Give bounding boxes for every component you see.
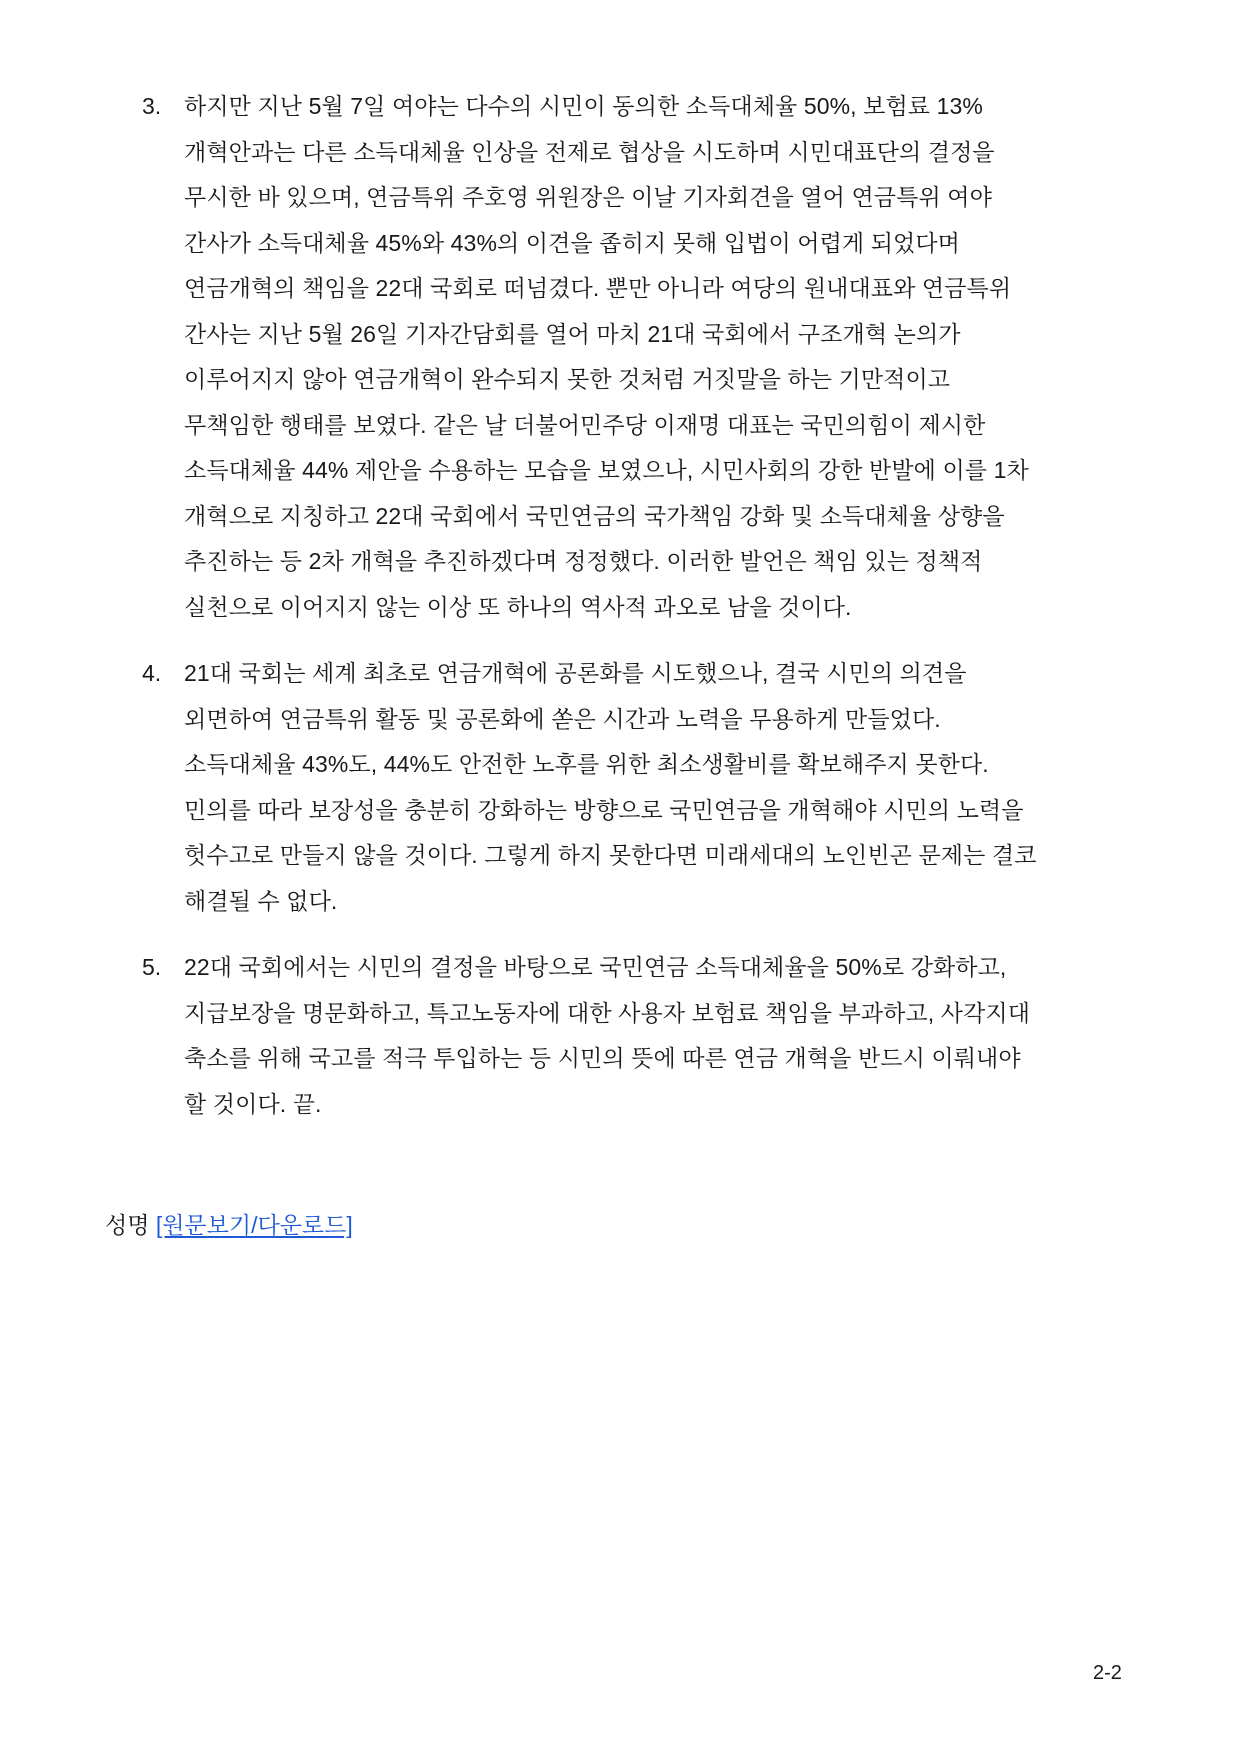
statement-line bbox=[105, 1208, 353, 1242]
paragraph-line: 소득대체율 44% 제안을 수용하는 모습을 보였으나, 시민사회의 강한 반발에 이를 1차 bbox=[184, 457, 1029, 483]
list-item-number: 3. bbox=[142, 93, 162, 119]
paragraph-line: 무책임한 행태를 보였다. 같은 날 더불어민주당 이재명 대표는 국민의힘이 제시한 bbox=[184, 411, 986, 438]
numbered-list bbox=[142, 84, 1142, 1148]
list-item-5 bbox=[142, 945, 1142, 1127]
paragraph-line: 이루어지지 않아 연금개혁이 완수되지 못한 것처럼 거짓말을 하는 기만적이고 bbox=[184, 366, 951, 392]
paragraph-line: 개혁안과는 다른 소득대체율 인상을 전제로 협상을 시도하며 시민대표단의 결정을 bbox=[184, 138, 995, 165]
paragraph-line: 연금개혁의 책임을 22대 국회로 떠넘겼다. 뿐만 아니라 여당의 원내대표와 연금특위 bbox=[184, 275, 1012, 301]
list-item-number: 5. bbox=[142, 954, 162, 980]
list-item-3 bbox=[142, 84, 1142, 630]
paragraph-line: 할 것이다. 끝. bbox=[184, 1090, 322, 1117]
paragraph-line: 소득대체율 43%도, 44%도 안전한 노후를 위한 최소생활비를 확보해주지 못한다. bbox=[184, 751, 989, 777]
paragraph-line: 간사는 지난 5월 26일 기자간담회를 열어 마치 21대 국회에서 구조개혁 논의가 bbox=[184, 320, 961, 347]
list-item-number: 4. bbox=[142, 660, 162, 686]
list-item-4 bbox=[142, 651, 1142, 924]
page-number: 2-2 bbox=[1093, 1662, 1122, 1684]
paragraph-line: 해결될 수 없다. bbox=[184, 887, 338, 914]
paragraph-line: 22대 국회에서는 시민의 결정을 바탕으로 국민연금 소득대체율을 50%로 강화하고, bbox=[184, 954, 1007, 980]
statement-label: 성명 bbox=[105, 1212, 150, 1238]
paragraph-line: 하지만 지난 5월 7일 여야는 다수의 시민이 동의한 소득대체율 50%, 보험료 13% bbox=[184, 93, 983, 119]
paragraph-line: 헛수고로 만들지 않을 것이다. 그렇게 하지 못한다면 미래세대의 노인빈곤 문제는 결코 bbox=[184, 842, 1037, 868]
paragraph-line: 외면하여 연금특위 활동 및 공론화에 쏟은 시간과 노력을 무용하게 만들었다. bbox=[184, 705, 941, 732]
paragraph-line: 지급보장을 명문화하고, 특고노동자에 대한 사용자 보험료 책임을 부과하고, 사각지대 bbox=[184, 999, 1031, 1026]
paragraph-line: 간사가 소득대체율 45%와 43%의 이견을 좁히지 못해 입법이 어렵게 되었다며 bbox=[184, 229, 960, 256]
paragraph-line: 실천으로 이어지지 않는 이상 또 하나의 역사적 과오로 남을 것이다. bbox=[184, 593, 852, 620]
paragraph-line: 개혁으로 지칭하고 22대 국회에서 국민연금의 국가책임 강화 및 소득대체율 상향을 bbox=[184, 502, 1005, 529]
paragraph-line: 무시한 바 있으며, 연금특위 주호영 위원장은 이날 기자회견을 열어 연금특위 여야 bbox=[184, 184, 992, 210]
paragraph-line: 추진하는 등 2차 개혁을 추진하겠다며 정정했다. 이러한 발언은 책임 있는 정책적 bbox=[184, 548, 983, 574]
paragraph-line: 민의를 따라 보장성을 충분히 강화하는 방향으로 국민연금을 개혁해야 시민의 노력을 bbox=[184, 796, 1024, 823]
paragraph-line: 축소를 위해 국고를 적극 투입하는 등 시민의 뜻에 따른 연금 개혁을 반드시 이뤄내야 bbox=[184, 1045, 1021, 1071]
paragraph-line: 21대 국회는 세계 최초로 연금개혁에 공론화를 시도했으나, 결국 시민의 의견을 bbox=[184, 660, 967, 686]
download-link[interactable]: [원문보기/다운로드] bbox=[155, 1212, 353, 1238]
